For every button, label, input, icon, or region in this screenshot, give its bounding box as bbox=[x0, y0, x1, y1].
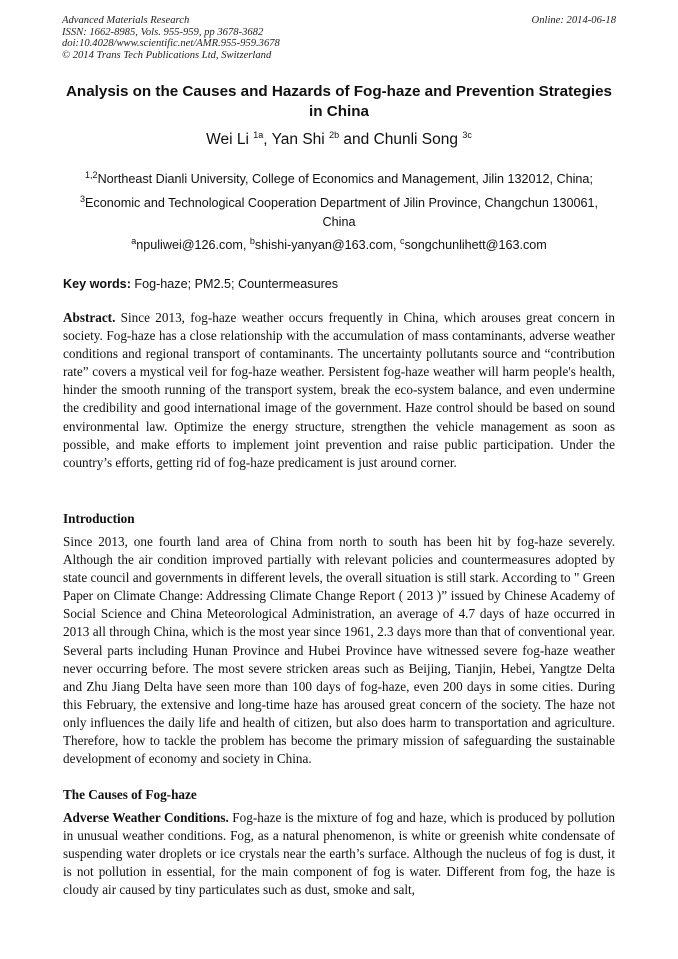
email-superscript: b bbox=[249, 235, 255, 246]
keywords bbox=[63, 275, 615, 293]
abstract-label: Abstract. bbox=[63, 310, 116, 325]
author-separator: and bbox=[339, 131, 374, 148]
copyright-line: © 2014 Trans Tech Publications Ltd, Switzerland bbox=[62, 49, 272, 61]
journal-name: Advanced Materials Research bbox=[62, 15, 190, 26]
email-superscript: a bbox=[131, 235, 137, 246]
email-link[interactable]: shishi-yanyan@163.com bbox=[254, 238, 393, 252]
email-superscript: c bbox=[399, 235, 405, 246]
affiliation-superscript: 3 bbox=[80, 193, 86, 204]
email-link[interactable]: songchunlihett@163.com bbox=[404, 238, 547, 252]
author-superscript: 2b bbox=[329, 129, 340, 140]
keywords-label: Key words: bbox=[63, 277, 131, 291]
author-separator: , bbox=[263, 131, 272, 148]
affiliation-text: Northeast Dianli University, College of Economics and Management, Jilin 132012, China; bbox=[97, 172, 593, 186]
abstract-text: Since 2013, fog-haze weather occurs frequently in China, which arouses great concern in society. Fog-haze has a close relationship with the accumulation of mass contaminants, adverse weather conditions and regional transport of contaminants. The uncertainty pollutants source and “contribution rate” covers a mystical veil for fog-haze weather. Persistent fog-haze weather will harm people's health, hinder the smooth running of the transport system, break the eco-system balance, and even undermine the credibility and good international image of the government. Haze control should be based on sound environmental law. Optimize the energy structure, strengthen the vehicle management as soon as possible, and make efforts to implement joint prevention and raise public participation. Under the country’s efforts, getting rid of fog-haze predicament is just around corner. bbox=[63, 310, 615, 470]
doi-line: doi:10.4028/www.scientific.net/AMR.955-959.3678 bbox=[62, 38, 280, 50]
email-separator: , bbox=[242, 238, 250, 252]
affiliation-superscript: 1,2 bbox=[85, 169, 98, 180]
keywords-text: Fog-haze; PM2.5; Countermeasures bbox=[130, 277, 339, 291]
author-name: Yan Shi bbox=[271, 131, 325, 148]
author-emails bbox=[62, 236, 616, 255]
introduction-paragraph: Since 2013, one fourth land area of China from north to south has been hit by fog-haze severely. Although the air condition improved partially with relevant policies and countermeasures adopted by state council and governments in different levels, the overall situation is still stark. According to " Green Paper on Climate Change: Addressing Climate Change Report ( 2013 )” issued by Chinese Academy of Social Science and China Meteorological Administration, an average of 4.7 days of haze occurred in 2013 all through China, which is the most year since 1961, 2.3 days more than that of conventional year. Several parts including Hunan Province and Hubei Province have witnessed severe fog-haze weather never occurring before. The most severe stricken areas such as Beijing, Tianjin, Hebei, Yangtze Delta and Zhu Jiang Delta have seen more than 100 days of fog-haze, even 200 days in some cities. During this February, the extensive and long-time haze has aroused great concern of the society. The haze not only influences the daily life and health of citizen, but also does harm to transportation and agriculture. Therefore, how to tackle the problem has become the primary mission of safeguarding the sustainable development of economy and society in China. bbox=[63, 534, 615, 767]
abstract bbox=[63, 309, 615, 472]
affiliation-1 bbox=[62, 170, 616, 189]
online-date: Online: 2014-06-18 bbox=[531, 15, 616, 26]
subsection-label: Adverse Weather Conditions. bbox=[63, 810, 229, 825]
author-list bbox=[62, 130, 616, 150]
affiliation-2 bbox=[62, 194, 616, 232]
paper-title: Analysis on the Causes and Hazards of Fog-haze and Prevention Strategies in China bbox=[65, 83, 613, 120]
section-heading-causes: The Causes of Fog-haze bbox=[63, 787, 197, 802]
author-superscript: 3c bbox=[462, 129, 472, 140]
author-name: Wei Li bbox=[206, 131, 249, 148]
running-header bbox=[62, 15, 616, 61]
email-link[interactable]: npuliwei@126.com bbox=[136, 238, 243, 252]
author-name: Chunli Song bbox=[373, 131, 459, 148]
causes-paragraph bbox=[63, 809, 615, 899]
section-heading-introduction: Introduction bbox=[63, 511, 135, 526]
issn-line: ISSN: 1662-8985, Vols. 955-959, pp 3678-3682 bbox=[62, 26, 264, 38]
author-superscript: 1a bbox=[253, 129, 264, 140]
email-separator: , bbox=[392, 238, 400, 252]
causes-text: Fog-haze is the mixture of fog and haze, which is produced by pollution in unusual weather conditions. Fog, as a natural phenomenon, is white or greenish white condensate of suspending water droplets or ice crystals near the earth’s surface. Although the nucleus of fog is dust, it is not pollution in essential, for the main component of fog is water. Different from fog, the haze is cloudy air caused by tiny particulates such as dust, smoke and salt, bbox=[63, 810, 615, 898]
affiliation-text: Economic and Technological Cooperation Department of Jilin Province, Changchun 130061, China bbox=[85, 196, 598, 229]
